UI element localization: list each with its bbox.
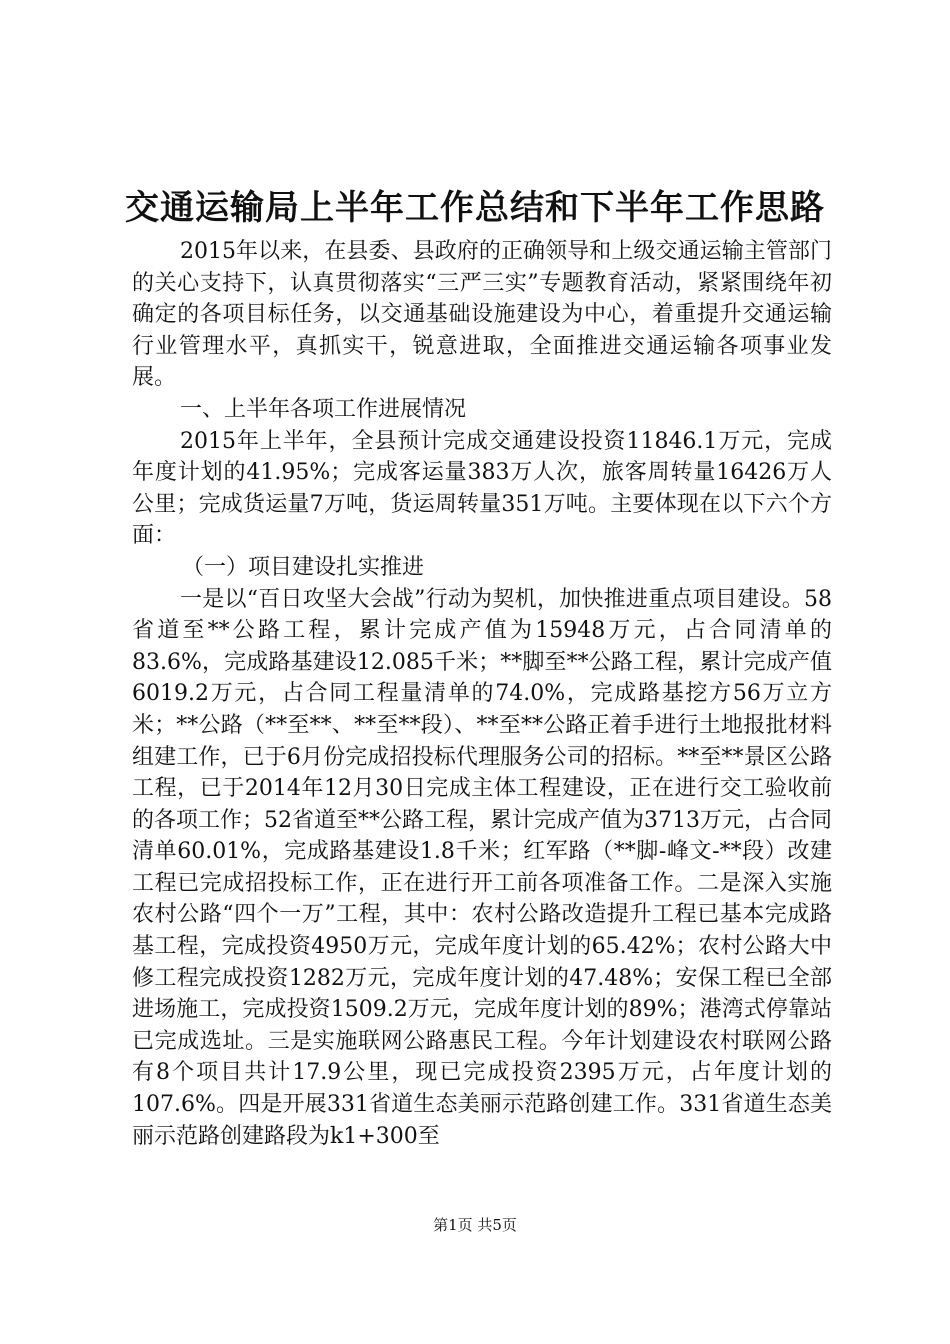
intro-paragraph: 2015年以来，在县委、县政府的正确领导和上级交通运输主管部门的关心支持下，认真贯彻落实“三严三实”专题教育活动，紧紧围绕年初确定的各项目标任务，以交通基础设施建设为中心，着重提升交通运输行业管理水平，真抓实干，锐意进取，全面推进交通运输各项事业发展。 [132, 239, 832, 391]
detail-paragraph: 一是以“百日攻坚大会战”行动为契机，加快推进重点项目建设。58省道至**公路工程，累计完成产值为15948万元，占合同清单的83.6%，完成路基建设12.085千米；**脚至**公路工程，累计完成产值6019.2万元，占合同工程量清单的74.0%，完成路基挖方56万立方米；**公路（**至**、**至**段）、**至**公路正着手进行土地报批材料组建工作，已于6月份完成招投标代理服务公司的招标。**至**景区公路工程，已于2014年12月30日完成主体工程建设，正在进行交工验收前的各项工作；52省道至**公路工程，累计完成产值为3713万元，占合同清单60.01%，完成路基建设1.8千米；红军路（**脚-峰文-**段）改建工程已完成招投标工作，正在进行开工前各项准备工作。二是深入实施农村公路“四个一万”工程，其中：农村公路改造提升工程已基本完成路基工程，完成投资4950万元，完成年度计划的65.42%；农村公路大中修工程完成投资1282万元，完成年度计划的47.48%；安保工程已全部进场施工，完成投资1509.2万元，完成年度计划的89%；港湾式停靠站已完成选址。三是实施联网公路惠民工程。今年计划建设农村联网公路有8个项目共计17.9公里，现已完成投资2395万元，占年度计划的107.6%。四是开展331省道生态美丽示范路创建工作。331省道生态美丽示范路创建路段为k1+300至 [132, 586, 832, 1149]
document-body [132, 236, 832, 1152]
section-heading: 一、上半年各项工作进展情况 [180, 396, 467, 422]
document-title: 交通运输局上半年工作总结和下半年工作思路 [125, 188, 825, 228]
summary-paragraph: 2015年上半年，全县预计完成交通建设投资11846.1万元，完成年度计划的41.95%；完成客运量383万人次，旅客周转量16426万人公里；完成货运量7万吨，货运周转量351万吨。主要体现在以下六个方面： [132, 428, 832, 549]
subsection-heading: （一）项目建设扎实推进 [182, 554, 425, 580]
page-number-footer: 第1页 共5页 [433, 1216, 517, 1234]
